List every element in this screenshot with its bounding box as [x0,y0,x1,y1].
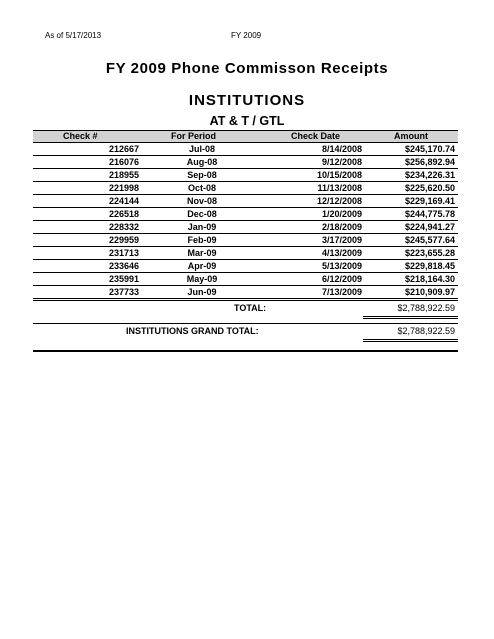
cell-period: Mar-09 [187,248,217,258]
fiscal-year-header: FY 2009 [231,31,262,40]
total-label: TOTAL: [234,303,267,313]
column-header-date: Check Date [291,131,341,141]
cell-check-number: 231713 [108,248,139,258]
separator-line [33,300,458,301]
total-underline-2 [363,318,458,319]
page-title: FY 2009 Phone Commisson Receipts [105,60,389,77]
table-row [33,208,458,221]
cell-amount: $229,818.45 [404,261,455,271]
table-row [33,195,458,208]
cell-amount: $244,775.78 [404,209,455,219]
cell-check-date: 12/12/2008 [316,196,362,206]
cell-check-date: 6/12/2009 [321,274,362,284]
cell-period: Oct-08 [187,183,216,193]
cell-period: Nov-08 [186,196,217,206]
cell-period: Feb-09 [187,235,217,245]
cell-period: Sep-08 [187,170,217,180]
table-row [33,273,458,286]
cell-amount: $223,655.28 [404,248,455,258]
grand-total-underline [363,339,458,340]
cell-check-date: 2/18/2009 [321,222,362,232]
cell-check-date: 11/13/2008 [317,183,362,193]
cell-amount: $229,169.41 [404,196,455,206]
cell-amount: $224,941.27 [404,222,455,232]
table-row [33,286,458,299]
cell-check-number: 226518 [108,209,139,219]
as-of-date: As of 5/17/2013 [45,31,102,40]
total-underline [363,316,458,317]
cell-check-number: 228332 [108,222,139,232]
table-row [33,143,458,156]
table-row [33,156,458,169]
receipts-table [33,130,458,299]
cell-check-number: 237733 [108,287,139,297]
table-row [33,169,458,182]
table-row [33,221,458,234]
cell-amount: $210,909.97 [404,287,455,297]
cell-check-date: 1/20/2009 [321,209,362,219]
table-row [33,247,458,260]
cell-check-number: 216076 [108,157,139,167]
grand-total-label: INSTITUTIONS GRAND TOTAL: [126,326,259,336]
cell-check-date: 4/13/2009 [321,248,362,258]
cell-check-date: 7/13/2009 [321,287,362,297]
cell-period: Jun-09 [187,287,217,297]
cell-check-date: 9/12/2008 [321,157,362,167]
cell-check-number: 235991 [108,274,139,284]
cell-amount: $256,892.94 [404,157,455,167]
cell-period: Aug-08 [186,157,218,167]
cell-period: Jan-09 [187,222,217,232]
cell-period: May-09 [186,274,218,284]
column-header-amount: Amount [394,131,428,141]
cell-check-number: 218955 [108,170,139,180]
table-header [33,130,458,143]
table-row [33,260,458,273]
separator-line [33,323,458,324]
cell-check-number: 229959 [108,235,139,245]
cell-check-date: 10/15/2008 [316,170,362,180]
cell-amount: $245,170.74 [404,144,455,154]
cell-period: Apr-09 [187,261,217,271]
cell-check-date: 3/17/2009 [321,235,362,245]
grand-total-value: $2,788,922.59 [397,326,455,336]
table-row [33,182,458,195]
table-row [33,234,458,247]
column-header-period: For Period [171,131,217,141]
cell-period: Jul-08 [188,144,215,154]
grand-total-underline-2 [363,341,458,342]
table-body [33,143,458,299]
cell-check-date: 5/13/2009 [321,261,362,271]
cell-check-number: 212667 [108,144,139,154]
cell-check-number: 221998 [108,183,139,193]
section-title: INSTITUTIONS [188,92,306,109]
cell-check-date: 8/14/2008 [321,144,362,154]
cell-amount: $245,577.64 [404,235,455,245]
cell-amount: $225,620.50 [404,183,455,193]
cell-amount: $234,226.31 [404,170,455,180]
cell-check-number: 233646 [108,261,139,271]
cell-check-number: 224144 [108,196,139,206]
cell-amount: $218,164.30 [404,274,455,284]
bottom-rule [33,350,458,352]
vendor-title: AT & T / GTL [209,114,285,128]
cell-period: Dec-08 [187,209,217,219]
column-header-check: Check # [63,131,98,141]
total-value: $2,788,922.59 [397,303,455,313]
